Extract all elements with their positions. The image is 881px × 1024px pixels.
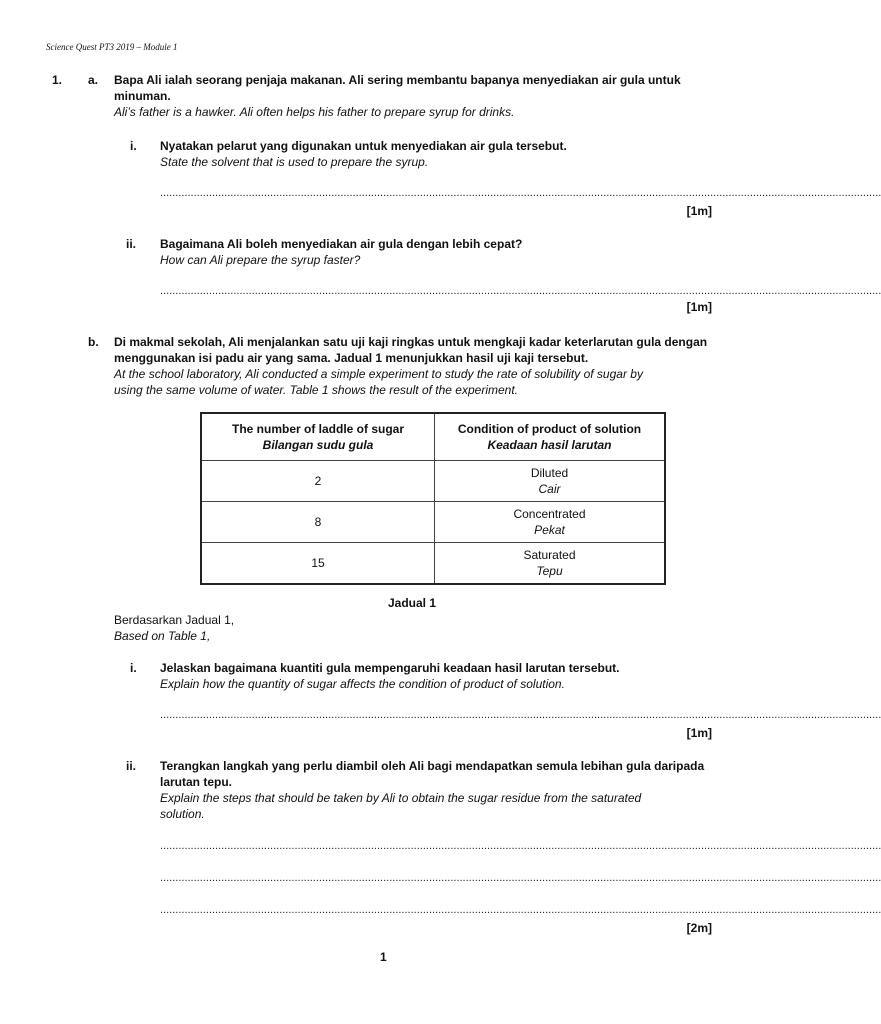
part-a-ii-ms: Bagaimana Ali boleh menyediakan air gula dengan lebih cepat? xyxy=(160,237,523,251)
part-a-label: a. xyxy=(88,73,99,87)
table-row xyxy=(201,502,665,543)
page-header: Science Quest PT3 2019 – Module 1 xyxy=(46,42,178,52)
part-a-ii-label: ii. xyxy=(126,237,137,251)
col1-header-en: The number of laddle of sugar xyxy=(231,422,404,436)
table-cell-laddle: 15 xyxy=(201,543,435,585)
part-b-ii-en-line1: Explain the steps that should be taken by Ali to obtain the sugar residue from the saturated xyxy=(160,791,642,805)
table-row xyxy=(201,543,665,585)
based-on-ms: Berdasarkan Jadual 1, xyxy=(114,613,235,627)
part-b-i-ms: Jelaskan bagaimana kuantiti gula mempengaruhi keadaan hasil larutan tersebut. xyxy=(160,661,620,675)
part-b-en-line1: At the school laboratory, Ali conducted a simple experiment to study the rate of solubility of sugar by xyxy=(114,367,643,381)
part-a-i-label: i. xyxy=(130,139,137,153)
table-cell-condition xyxy=(435,502,666,543)
page-number: 1 xyxy=(380,950,387,964)
table-row xyxy=(201,461,665,502)
part-b-label: b. xyxy=(88,335,99,349)
part-a-en: Ali’s father is a hawker. Ali often helps his father to prepare syrup for drinks. xyxy=(114,105,515,119)
col2-header-en: Condition of product of solution xyxy=(457,422,642,436)
part-a-ms-line2: minuman. xyxy=(114,89,171,103)
table-header-row xyxy=(201,413,665,461)
part-b-ii-ms-line2: larutan tepu. xyxy=(160,775,233,789)
part-b-ms-line1: Di makmal sekolah, Ali menjalankan satu uji kaji ringkas untuk mengkaji kadar keterlarutan gula dengan xyxy=(114,335,708,349)
table-header-cell xyxy=(435,413,666,461)
mark-allocation: [1m] xyxy=(686,300,712,314)
table-cell-condition xyxy=(435,461,666,502)
table-cell-laddle: 2 xyxy=(201,461,435,502)
part-b-i-en: Explain how the quantity of sugar affects the condition of product of solution. xyxy=(160,677,565,691)
part-b-ii-ms-line1: Terangkan langkah yang perlu diambil oleh Ali bagi mendapatkan semula lebihan gula daripada xyxy=(160,759,705,773)
part-a-i-ms: Nyatakan pelarut yang digunakan untuk menyediakan air gula tersebut. xyxy=(160,139,567,153)
answer-line[interactable]: ............................................................................................................................................................................................................................................ xyxy=(160,187,881,199)
answer-line[interactable]: ............................................................................................................................................................................................................................................ xyxy=(160,904,881,916)
condition-ms: Tepu xyxy=(536,564,563,578)
answer-line[interactable]: ............................................................................................................................................................................................................................................ xyxy=(160,709,881,721)
condition-en: Saturated xyxy=(523,548,576,562)
answer-line[interactable]: ............................................................................................................................................................................................................................................ xyxy=(160,285,881,297)
answer-line[interactable]: ............................................................................................................................................................................................................................................ xyxy=(160,872,881,884)
mark-allocation: [2m] xyxy=(686,921,712,935)
part-a-ms-line1: Bapa Ali ialah seorang penjaja makanan. Ali sering membantu bapanya menyediakan air gula untuk xyxy=(114,73,681,87)
based-on-en: Based on Table 1, xyxy=(114,629,211,643)
col2-header-ms: Keadaan hasil larutan xyxy=(487,438,612,452)
part-a-ii-en: How can Ali prepare the syrup faster? xyxy=(160,253,361,267)
part-b-ms-line2: menggunakan isi padu air yang sama. Jadual 1 menunjukkan hasil uji kaji tersebut. xyxy=(114,351,589,365)
results-table xyxy=(200,412,666,585)
mark-allocation: [1m] xyxy=(686,204,712,218)
part-b-en-line2: using the same volume of water. Table 1 shows the result of the experiment. xyxy=(114,383,518,397)
condition-en: Concentrated xyxy=(513,507,586,521)
table-caption: Jadual 1 xyxy=(388,596,437,610)
answer-line[interactable]: ............................................................................................................................................................................................................................................ xyxy=(160,840,881,852)
condition-ms: Pekat xyxy=(534,523,565,537)
question-number: 1. xyxy=(52,73,63,87)
condition-en: Diluted xyxy=(530,466,569,480)
mark-allocation: [1m] xyxy=(686,726,712,740)
part-b-ii-en-line2: solution. xyxy=(160,807,205,821)
table-cell-laddle: 8 xyxy=(201,502,435,543)
part-b-i-label: i. xyxy=(130,661,137,675)
part-b-ii-label: ii. xyxy=(126,759,137,773)
table-cell-condition xyxy=(435,543,666,585)
condition-ms: Cair xyxy=(538,482,561,496)
part-a-i-en: State the solvent that is used to prepare the syrup. xyxy=(160,155,429,169)
col1-header-ms: Bilangan sudu gula xyxy=(262,438,374,452)
table-header-cell xyxy=(201,413,435,461)
